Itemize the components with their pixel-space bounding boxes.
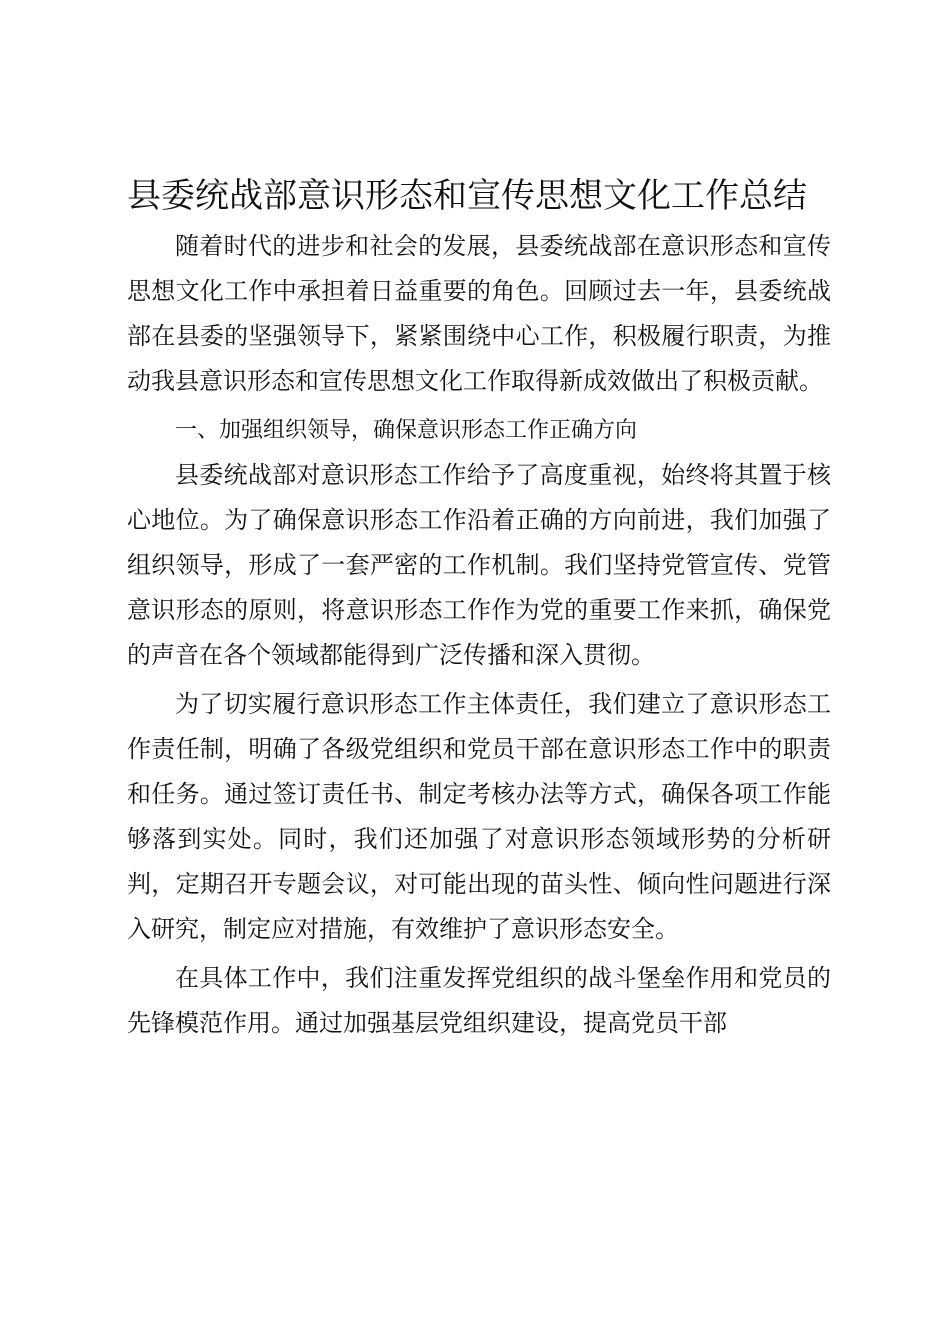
section-heading: 一、加强组织领导，确保意识形态工作正确方向 [175, 418, 638, 443]
body-paragraph: 在具体工作中，我们注重发挥党组织的战斗堡垒作用和党员的先锋模范作用。通过加强基层党组织建设，提高党员干部 [127, 964, 831, 1037]
document-title: 县委统战部意识形态和宣传思想文化工作总结 [127, 176, 807, 216]
intro-paragraph: 随着时代的进步和社会的发展，县委统战部在意识形态和宣传思想文化工作中承担着日益重要的角色。回顾过去一年，县委统战部在县委的坚强领导下，紧紧围绕中心工作，积极履行职责，为推动我县意识形态和宣传思想文化工作取得新成效做出了积极贡献。 [127, 232, 831, 395]
body-paragraph: 县委统战部对意识形态工作给予了高度重视，始终将其置于核心地位。为了确保意识形态工作沿着正确的方向前进，我们加强了组织领导，形成了一套严密的工作机制。我们坚持党管宣传、党管意识形态的原则，将意识形态工作作为党的重要工作来抓，确保党的声音在各个领域都能得到广泛传播和深入贯彻。 [127, 461, 831, 669]
document-page [127, 168, 831, 1046]
body-paragraph: 为了切实履行意识形态工作主体责任，我们建立了意识形态工作责任制，明确了各级党组织和党员干部在意识形态工作中的职责和任务。通过签订责任书、制定考核办法等方式，确保各项工作能够落到实处。同时，我们还加强了对意识形态领域形势的分析研判，定期召开专题会议，对可能出现的苗头性、倾向性问题进行深入研究，制定应对措施，有效维护了意识形态安全。 [127, 690, 831, 943]
